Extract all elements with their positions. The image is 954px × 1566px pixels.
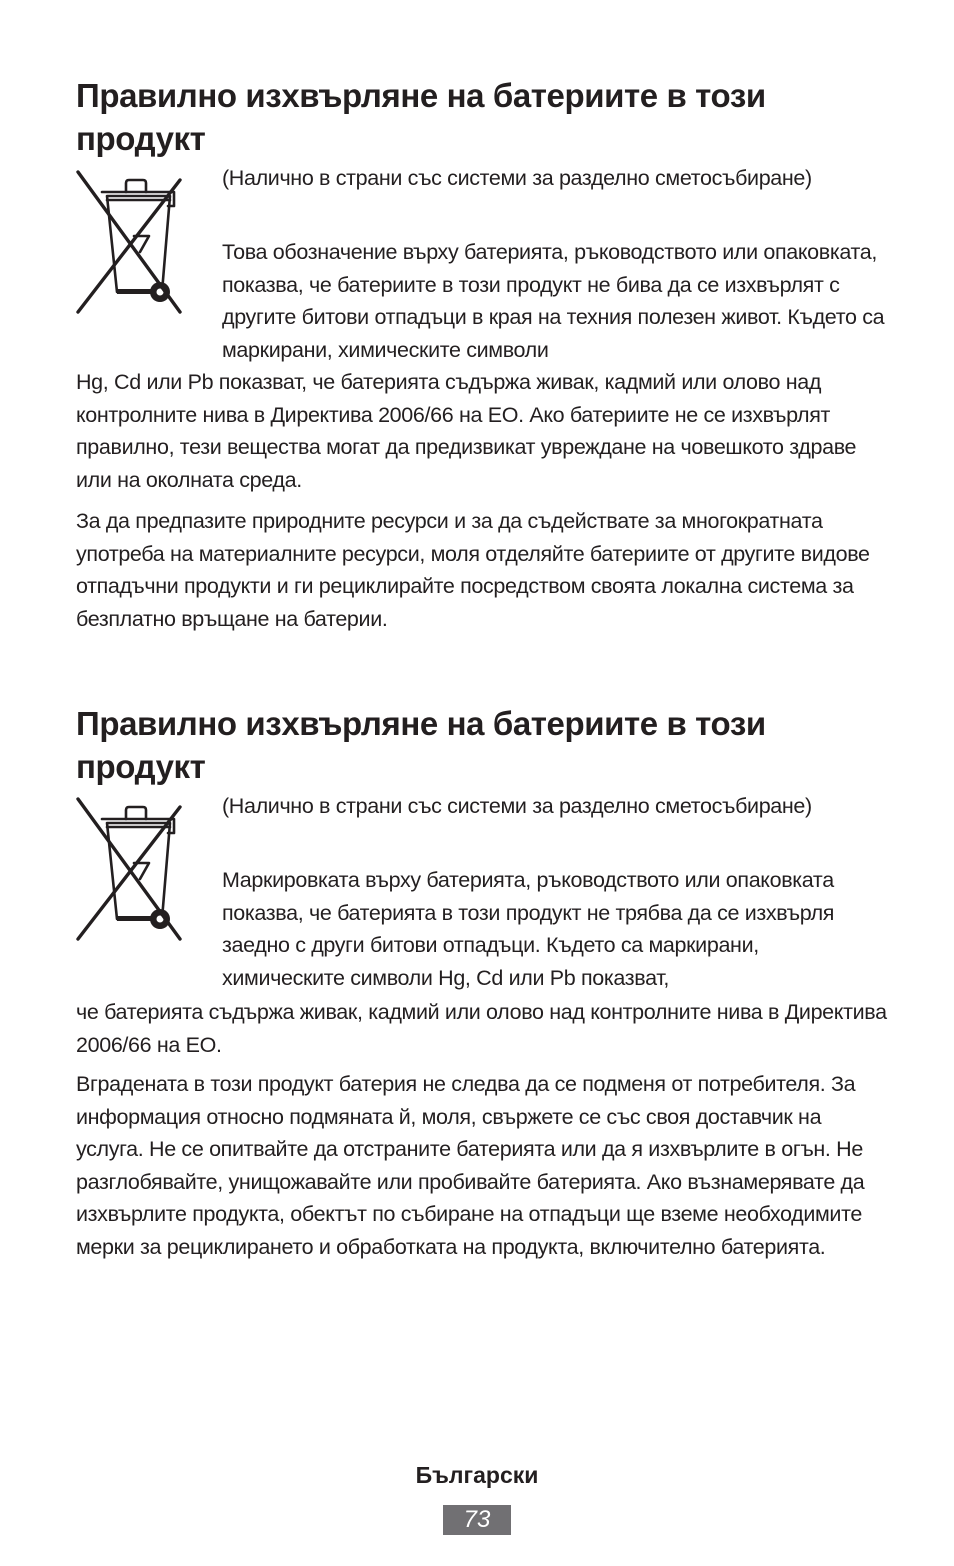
section-2-availability-note: (Налично в страни със системи за разделно сметосъбиране) bbox=[222, 794, 812, 818]
section-1-paragraph-2: За да предпазите природните ресурси и за да съдействате за многократната употреба на материалните ресурси, моля отделяйте батериите от другите видове отпадъчни продукти и ги рециклирайте посредством своята локална система за безплатно връщане на батерии. bbox=[76, 509, 870, 631]
section-1-availability-note: (Налично в страни със системи за разделно сметосъбиране) bbox=[222, 166, 812, 190]
crossed-out-wheelie-bin-icon bbox=[74, 168, 186, 316]
section-2-paragraph-1: Маркировката върху батерията, ръководството или опаковката показва, че батерията в този продукт не трябва да се изхвърля заедно с други битови отпадъци. Където са маркирани, химическите символи Hg, Cd или Pb показват, bbox=[222, 868, 835, 990]
section-1-heading: Правилно изхвърляне на батериите в този продукт bbox=[76, 77, 766, 157]
section-2-paragraph-2: Вградената в този продукт батерия не следва да се подменя от потребителя. За информация относно подмяната й, моля, свържете се със своя доставчик на услуга. Не се опитвайте да отстраните батерията или да я изхвърлите в огън. Не разглобявайте, унищожавайте или пробивайте батерията. Ако възнамерявате да изхвърлите продукта, обектът по събиране на отпадъци ще вземе необходимите мерки за рециклирането и обработката на продукта, включително батерията. bbox=[76, 1072, 865, 1259]
footer-language-label: Български bbox=[415, 1462, 539, 1488]
section-1-paragraph-1: Това обозначение върху батерията, ръководството или опаковката, показва, че батериите в този продукт не бива да се изхвърлят с другите битови отпадъци в края на техния полезен живот. Където са маркирани, химическите символи bbox=[222, 240, 885, 362]
page-number: 73 bbox=[443, 1505, 511, 1535]
section-1-paragraph-1-continued: Hg, Cd или Pb показват, че батерията съдържа живак, кадмий или олово над контролните нива в Директива 2006/66 на ЕО. Ако батериите не се изхвърлят правилно, тези вещества могат да предизвикат увреждане на човешкото здраве или на околната среда. bbox=[76, 370, 857, 492]
section-2-heading: Правилно изхвърляне на батериите в този продукт bbox=[76, 705, 766, 785]
crossed-out-wheelie-bin-icon bbox=[74, 795, 186, 943]
section-2-paragraph-1-continued: че батерията съдържа живак, кадмий или олово над контролните нива в Директива 2006/66 на ЕО. bbox=[76, 1000, 887, 1057]
